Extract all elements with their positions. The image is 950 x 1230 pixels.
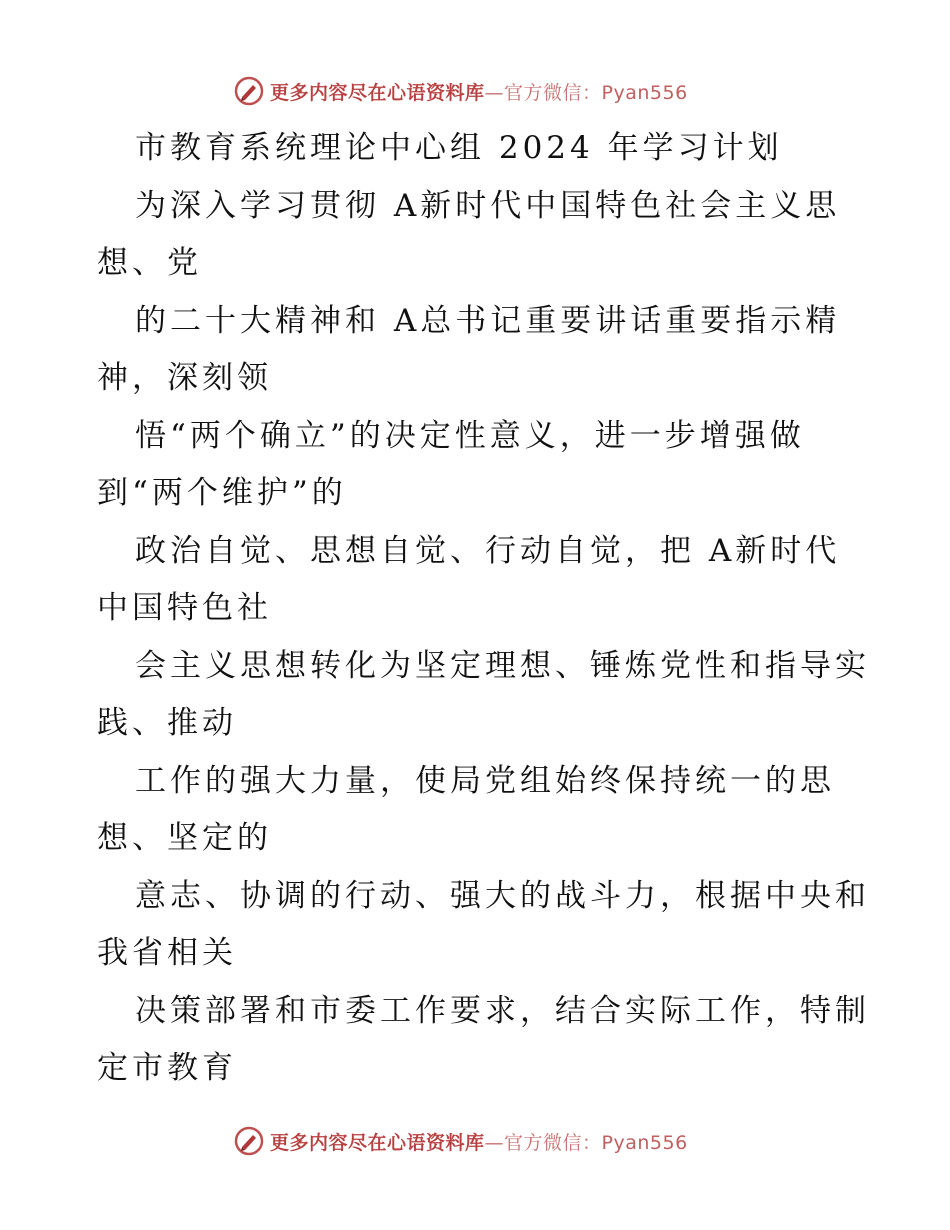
paragraph-line: 为深入学习贯彻 A新时代中国特色社会主义思 (135, 187, 841, 224)
watermark-text (270, 1128, 688, 1155)
watermark-rest: —官方微信： (484, 1131, 602, 1154)
paragraph-line: 中国特色社 (97, 590, 272, 626)
paragraph-line: 定市教育 (97, 1050, 237, 1086)
document-body (97, 120, 870, 1098)
watermark-wechat-id: Pyan556 (601, 81, 688, 104)
paragraph-line: 意志、协调的行动、强大的战斗力，根据中央和 (135, 877, 870, 914)
watermark-highlight: 更多内容尽在心语资料库 (270, 1131, 485, 1154)
paragraph-line: 政治自觉、思想自觉、行动自觉，把 A新时代 (135, 532, 841, 569)
paragraph-line: 我省相关 (97, 935, 237, 971)
watermark-wechat-id: Pyan556 (601, 1131, 688, 1154)
paragraph-line: 悟“两个确立”的决定性意义，进一步增强做 (135, 417, 805, 454)
paragraph-line: 践、推动 (97, 705, 237, 741)
paragraph-line: 想、坚定的 (97, 820, 272, 856)
paragraph-line: 工作的强大力量，使局党组始终保持统一的思 (135, 762, 835, 799)
paragraph-line: 神，深刻领 (97, 360, 272, 396)
document-title: 市教育系统理论中心组 2024 年学习计划 (135, 130, 783, 166)
pen-logo-icon (234, 1126, 264, 1156)
watermark-highlight: 更多内容尽在心语资料库 (270, 81, 485, 104)
footer-watermark (234, 1124, 688, 1158)
paragraph-line: 想、党 (97, 245, 202, 281)
header-watermark (234, 74, 688, 108)
paragraph-line: 会主义思想转化为坚定理想、锤炼党性和指导实 (135, 647, 870, 684)
paragraph-line: 的二十大精神和 A总书记重要讲话重要指示精 (135, 302, 841, 339)
watermark-text (270, 78, 688, 105)
paragraph-line: 到“两个维护”的 (97, 475, 347, 511)
paragraph-line: 决策部署和市委工作要求，结合实际工作，特制 (135, 992, 870, 1029)
pen-logo-icon (234, 76, 264, 106)
watermark-rest: —官方微信： (484, 81, 602, 104)
